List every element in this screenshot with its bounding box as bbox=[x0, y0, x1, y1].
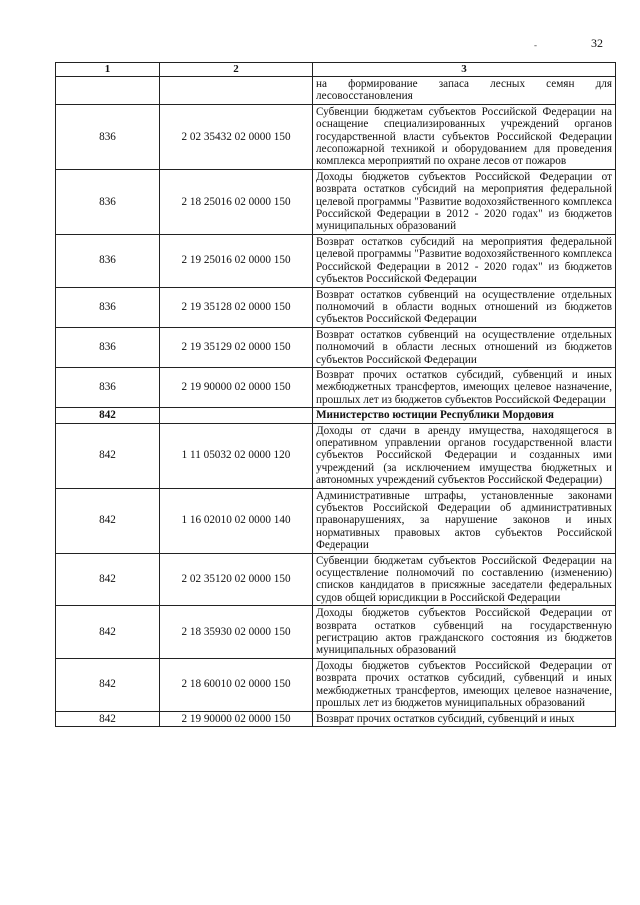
income-code-cell: 2 18 60010 02 0000 150 bbox=[160, 658, 313, 711]
table-row bbox=[56, 423, 616, 488]
admin-code-cell: 842 bbox=[56, 711, 160, 726]
description-cell: Возврат остатков субвенций на осуществление отдельных полномочий в области лесных отношений из бюджетов субъектов Российской Федерации bbox=[313, 327, 616, 367]
income-code-cell: 2 19 90000 02 0000 150 bbox=[160, 367, 313, 407]
table-header-row bbox=[56, 63, 616, 77]
income-code-cell bbox=[160, 77, 313, 105]
description-cell: Доходы от сдачи в аренду имущества, находящегося в оперативном управлении органов государственной власти субъектов Российской Федерации и созданных ими учреждений (за исключением имущества бюджетных и автономных учреждений субъектов Российской Федерации) bbox=[313, 423, 616, 488]
income-code-cell: 2 18 25016 02 0000 150 bbox=[160, 169, 313, 234]
description-cell: Возврат остатков субвенций на осуществление отдельных полномочий в области водных отношений из бюджетов субъектов Российской Федерации bbox=[313, 287, 616, 327]
admin-code-cell: 836 bbox=[56, 327, 160, 367]
admin-code-cell: 842 bbox=[56, 408, 160, 423]
description-cell: Возврат остатков субсидий на мероприятия федеральной целевой программы "Развитие водохозяйственного комплекса Российской Федерации в 2012 - 2020 годах" из бюджетов субъектов Российской Федерации bbox=[313, 234, 616, 287]
income-code-cell: 2 19 90000 02 0000 150 bbox=[160, 711, 313, 726]
admin-code-cell: 842 bbox=[56, 488, 160, 553]
description-cell: Доходы бюджетов субъектов Российской Федерации от возврата остатков субвенций на государственную регистрацию актов гражданского состояния из бюджетов муниципальных образований bbox=[313, 606, 616, 659]
table-row bbox=[56, 711, 616, 726]
header-col-3: 3 bbox=[313, 63, 616, 77]
table-row bbox=[56, 287, 616, 327]
table-row bbox=[56, 234, 616, 287]
admin-code-cell: 836 bbox=[56, 104, 160, 169]
income-code-cell: 2 19 25016 02 0000 150 bbox=[160, 234, 313, 287]
description-cell: Возврат прочих остатков субсидий, субвенций и иных межбюджетных трансфертов, имеющих целевое назначение, прошлых лет из бюджетов субъектов Российской Федерации bbox=[313, 367, 616, 407]
income-code-cell: 2 02 35432 02 0000 150 bbox=[160, 104, 313, 169]
income-code-cell: 1 11 05032 02 0000 120 bbox=[160, 423, 313, 488]
header-col-2: 2 bbox=[160, 63, 313, 77]
income-code-cell: 2 19 35129 02 0000 150 bbox=[160, 327, 313, 367]
budget-classification-table bbox=[55, 62, 616, 727]
description-cell: Субвенции бюджетам субъектов Российской Федерации на осуществление полномочий по составлению (изменению) списков кандидатов в присяжные заседатели федеральных судов общей юрисдикции в Российской Федерации bbox=[313, 553, 616, 606]
header-col-1: 1 bbox=[56, 63, 160, 77]
table-row bbox=[56, 327, 616, 367]
page-number: 32 bbox=[591, 36, 603, 50]
description-cell: Возврат прочих остатков субсидий, субвенций и иных bbox=[313, 711, 616, 726]
table-row bbox=[56, 77, 616, 105]
table-row bbox=[56, 169, 616, 234]
income-code-cell bbox=[160, 408, 313, 423]
ministry-row bbox=[56, 408, 616, 423]
description-cell: Доходы бюджетов субъектов Российской Федерации от возврата прочих остатков субсидий, субвенций и иных межбюджетных трансфертов, имеющих целевое назначение, прошлых лет из бюджетов муниципальных образований bbox=[313, 658, 616, 711]
table-row bbox=[56, 606, 616, 659]
table-row bbox=[56, 553, 616, 606]
income-code-cell: 2 19 35128 02 0000 150 bbox=[160, 287, 313, 327]
admin-code-cell: 842 bbox=[56, 658, 160, 711]
table-row bbox=[56, 104, 616, 169]
admin-code-cell bbox=[56, 77, 160, 105]
admin-code-cell: 836 bbox=[56, 367, 160, 407]
table-body bbox=[56, 77, 616, 727]
income-code-cell: 2 18 35930 02 0000 150 bbox=[160, 606, 313, 659]
admin-code-cell: 842 bbox=[56, 606, 160, 659]
admin-code-cell: 836 bbox=[56, 169, 160, 234]
income-code-cell: 1 16 02010 02 0000 140 bbox=[160, 488, 313, 553]
description-cell: на формирование запаса лесных семян для лесовосстановления bbox=[313, 77, 616, 105]
admin-code-cell: 842 bbox=[56, 423, 160, 488]
scan-mark: - bbox=[534, 40, 537, 50]
admin-code-cell: 836 bbox=[56, 234, 160, 287]
income-code-cell: 2 02 35120 02 0000 150 bbox=[160, 553, 313, 606]
description-cell: Министерство юстиции Республики Мордовия bbox=[313, 408, 616, 423]
table-row bbox=[56, 367, 616, 407]
admin-code-cell: 842 bbox=[56, 553, 160, 606]
description-cell: Административные штрафы, установленные законами субъектов Российской Федерации об административных правонарушениях, за нарушение законов и иных нормативных правовых актов субъектов Российской Федерации bbox=[313, 488, 616, 553]
table-row bbox=[56, 658, 616, 711]
table-row bbox=[56, 488, 616, 553]
description-cell: Доходы бюджетов субъектов Российской Федерации от возврата остатков субсидий на мероприятия федеральной целевой программы "Развитие водохозяйственного комплекса Российской Федерации в 2012 - 2020 годах" из бюджетов муниципальных образований bbox=[313, 169, 616, 234]
admin-code-cell: 836 bbox=[56, 287, 160, 327]
description-cell: Субвенции бюджетам субъектов Российской Федерации на оснащение специализированных учреждений органов государственной власти субъектов Российской Федерации лесопожарной техникой и оборудованием для проведения комплекса мероприятий по охране лесов от пожаров bbox=[313, 104, 616, 169]
